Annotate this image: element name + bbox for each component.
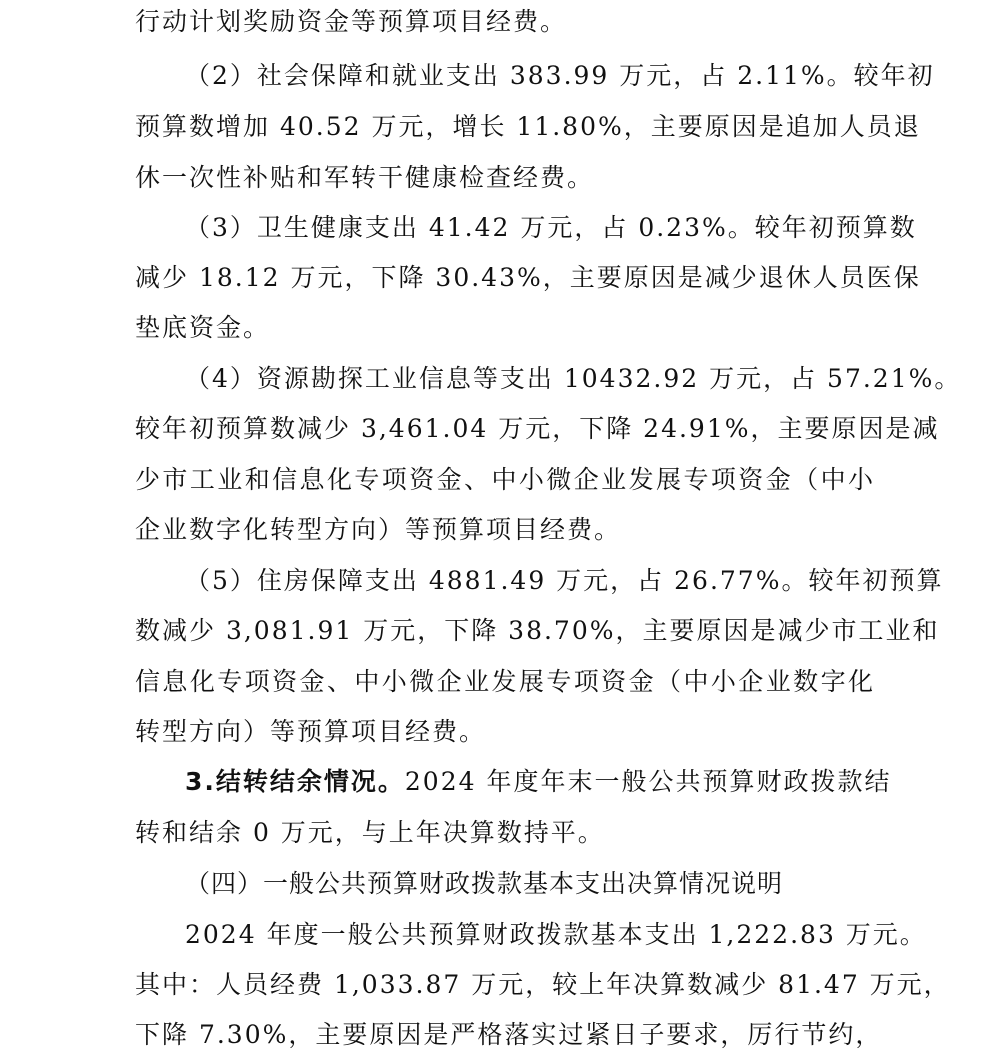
paragraph-line: 少市工业和信息化专项资金、中小微企业发展专项资金（中小 [135, 465, 875, 494]
paragraph-line: 休一次性补贴和军转干健康检查经费。 [135, 163, 595, 192]
paragraph-line: （4）资源勘探工业信息等支出 10432.92 万元，占 57.21%。 [185, 364, 962, 393]
paragraph-line: 下降 7.30%，主要原因是严格落实过紧日子要求，厉行节约， [135, 1020, 883, 1049]
paragraph-line: 企业数字化转型方向）等预算项目经费。 [135, 515, 622, 544]
paragraph-line: 行动计划奖励资金等预算项目经费。 [135, 7, 568, 36]
paragraph-line: （5）住房保障支出 4881.49 万元，占 26.77%。较年初预算 [185, 566, 944, 595]
subsection-heading: 3.结转结余情况。 [185, 767, 405, 796]
paragraph-line: 较年初预算数减少 3,461.04 万元，下降 24.91%，主要原因是减 [135, 414, 940, 443]
paragraph-line: 2024 年度一般公共预算财政拨款基本支出 1,222.83 万元。 [185, 920, 927, 949]
paragraph-line: 减少 18.12 万元，下降 30.43%，主要原因是减少退休人员医保 [135, 263, 921, 292]
paragraph-text: 2024 年度年末一般公共预算财政拨款结 [404, 767, 892, 796]
paragraph-line: 信息化专项资金、中小微企业发展专项资金（中小企业数字化 [135, 667, 875, 696]
paragraph-line: 转和结余 0 万元，与上年决算数持平。 [135, 818, 605, 847]
paragraph-line [185, 766, 892, 798]
paragraph-line: 预算数增加 40.52 万元，增长 11.80%，主要原因是追加人员退 [135, 112, 921, 141]
paragraph-line: （2）社会保障和就业支出 383.99 万元，占 2.11%。较年初 [185, 61, 935, 90]
paragraph-line: 垫底资金。 [135, 313, 271, 342]
paragraph-line: 转型方向）等预算项目经费。 [135, 717, 487, 746]
paragraph-line: 数减少 3,081.91 万元，下降 38.70%，主要原因是减少市工业和 [135, 616, 940, 645]
section-heading: （四）一般公共预算财政拨款基本支出决算情况说明 [185, 869, 784, 898]
paragraph-line: 其中：人员经费 1,033.87 万元，较上年决算数减少 81.47 万元， [135, 970, 951, 999]
paragraph-line: （3）卫生健康支出 41.42 万元，占 0.23%。较年初预算数 [185, 213, 917, 242]
